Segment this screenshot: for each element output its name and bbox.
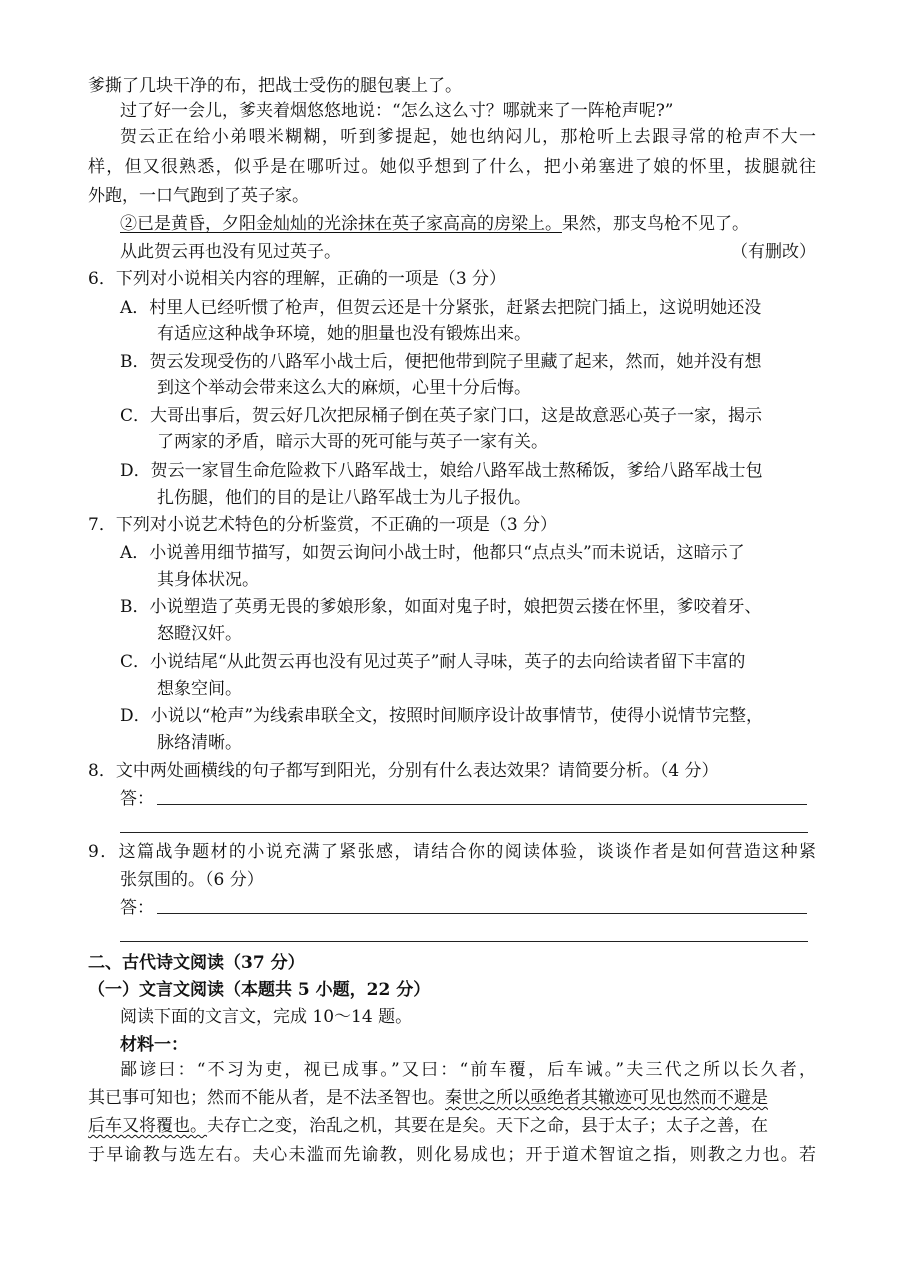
option-a: A．小说善用细节描写，如贺云询问小战士时，他都只“点点头”而未说话，这暗示了: [120, 543, 745, 563]
answer-line[interactable]: [120, 941, 808, 942]
story-paragraph: 贺云正在给小弟喂米糊糊，听到爹提起，她也纳闷儿，那枪听上去跟寻常的枪声不大一: [120, 127, 816, 147]
question-7-stem: 7．下列对小说艺术特色的分析鉴赏，不正确的一项是（3 分）: [88, 515, 558, 535]
option-d-cont: 扎伤腿，他们的目的是让八路军战士为儿子报仇。: [157, 488, 531, 508]
classical-text: [88, 1088, 768, 1108]
wavy-underlined-sentence: 秦世之所以亟绝者其辙迹可见也然而不避是: [445, 1088, 768, 1108]
text-span: 其已事可知也；然而不能从者，是不法圣智也。: [88, 1088, 445, 1108]
story-paragraph: 外跑，一口气跑到了英子家。: [88, 186, 309, 206]
material-label: 材料一：: [120, 1035, 188, 1055]
option-a-cont: 有适应这种战争环境，她的胆量也没有锻炼出来。: [157, 324, 531, 344]
question-9-stem: 9．这篇战争题材的小说充满了紧张感，请结合你的阅读体验，谈谈作者是如何营造这种紧: [88, 842, 816, 862]
option-d-cont: 脉络清晰。: [157, 733, 242, 753]
option-c: C．大哥出事后，贺云好几次把尿桶子倒在英子家门口，这是故意恶心英子一家，揭示: [120, 406, 763, 426]
source-note: （有删改）: [731, 242, 816, 262]
answer-line[interactable]: [157, 804, 807, 805]
classical-text: [88, 1116, 768, 1136]
option-b: B．小说塑造了英勇无畏的爹娘形象，如面对鬼子时，娘把贺云搂在怀里，爹咬着牙、: [120, 597, 762, 617]
story-paragraph: 爹撕了几块干净的布，把战士受伤的腿包裹上了。: [88, 76, 462, 96]
answer-line[interactable]: [157, 913, 807, 914]
option-a: A．村里人已经听惯了枪声，但贺云还是十分紧张，赶紧去把院门插上，这说明她还没: [120, 298, 762, 318]
question-9-stem-cont: 张氛围的。（6 分）: [120, 870, 264, 890]
option-d: D．小说以“枪声”为线索串联全文，按照时间顺序设计故事情节，使得小说情节完整，: [120, 706, 764, 726]
answer-label: 答：: [120, 898, 154, 918]
option-a-cont: 其身体状况。: [157, 570, 259, 590]
story-paragraph: 从此贺云再也没有见过英子。: [120, 242, 341, 262]
answer-line[interactable]: [120, 832, 808, 833]
story-paragraph: [120, 214, 749, 234]
option-b-cont: 怒瞪汉奸。: [157, 624, 242, 644]
instruction: 阅读下面的文言文，完成 10～14 题。: [120, 1007, 413, 1027]
text-span: 夫存亡之变，治乱之机，其要在是矣。天下之命，县于太子；太子之善，在: [207, 1116, 768, 1136]
section-heading: 二、古代诗文阅读（37 分）: [88, 953, 305, 973]
story-paragraph: 过了好一会儿，爹夹着烟悠悠地说：“怎么这么寸？哪就来了一阵枪声呢?”: [120, 101, 674, 121]
option-b: B．贺云发现受伤的八路军小战士后，便把他带到院子里藏了起来，然而，她并没有想: [120, 352, 762, 372]
question-8-stem: 8．文中两处画横线的句子都写到阳光，分别有什么表达效果？请简要分析。（4 分）: [88, 761, 719, 781]
option-c-cont: 了两家的矛盾，暗示大哥的死可能与英子一家有关。: [157, 432, 548, 452]
wavy-underlined-sentence: 后车又将覆也。: [88, 1116, 207, 1136]
option-b-cont: 到这个举动会带来这么大的麻烦，心里十分后悔。: [157, 378, 531, 398]
answer-label: 答：: [120, 789, 154, 809]
question-6-stem: 6．下列对小说相关内容的理解，正确的一项是（3 分）: [88, 269, 507, 289]
option-c: C．小说结尾“从此贺云再也没有见过英子”耐人寻味，英子的去向给读者留下丰富的: [120, 652, 746, 672]
option-d: D．贺云一家冒生命危险救下八路军战士，娘给八路军战士熬稀饭，爹给八路军战士包: [120, 461, 763, 481]
classical-text: 于早谕教与选左右。夫心未滥而先谕教，则化易成也；开于道术智谊之指，则教之力也。若: [88, 1145, 816, 1165]
story-paragraph: 样，但又很熟悉，似乎是在哪听过。她似乎想到了什么，把小弟塞进了娘的怀里，拔腿就往: [88, 157, 816, 177]
option-c-cont: 想象空间。: [157, 679, 242, 699]
underlined-sentence: ②已是黄昏，夕阳金灿灿的光涂抹在英子家高高的房梁上。: [120, 214, 562, 234]
sentence: 果然，那支鸟枪不见了。: [562, 214, 749, 234]
classical-text: 鄙谚曰：“不习为吏，视已成事。”又曰：“前车覆，后车诫。”夫三代之所以长久者，: [120, 1060, 816, 1080]
sub-section-heading: （一）文言文阅读（本题共 5 小题，22 分）: [88, 980, 431, 1000]
